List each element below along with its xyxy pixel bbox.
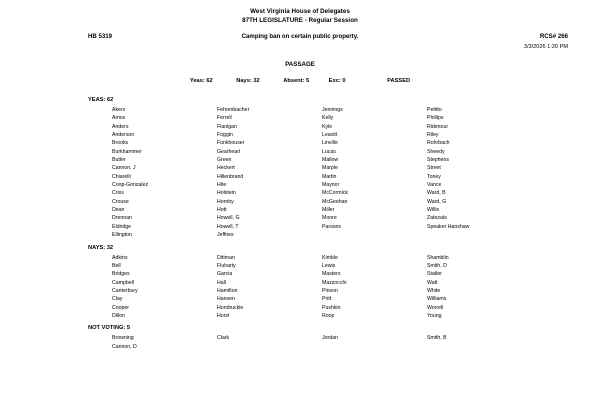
member-name: Masters [322, 271, 341, 278]
member-name: Roop [322, 312, 335, 319]
member-name: Cannon, D [112, 343, 137, 350]
member-name: Anderson [112, 132, 135, 139]
member-name: Fehrenbacher [217, 107, 250, 113]
member-name: Bell [112, 262, 121, 269]
member-name: Ferrell [217, 115, 232, 122]
member-name: Ward, G [427, 198, 447, 205]
vote-column [217, 334, 322, 351]
member-name: Hott [217, 207, 227, 214]
member-name: Kelly [322, 115, 334, 122]
member-name: Criss [112, 190, 124, 197]
member-name: Hite [217, 182, 227, 189]
vote-section-not-voting [88, 325, 600, 351]
document-header [0, 0, 600, 25]
bill-number: HB 5319 [88, 33, 113, 40]
member-name: White [427, 287, 441, 294]
member-name: Zatezalo [427, 215, 447, 222]
member-name: Garcia [217, 271, 233, 278]
member-name: McGeehan [322, 198, 348, 205]
member-name: Flanigan [217, 123, 237, 130]
chamber-title: West Virginia House of Delegates [250, 8, 350, 15]
member-name: Crouse [112, 198, 129, 205]
member-name: Coop-Gonzalez [112, 182, 149, 189]
member-name: Mazzocchi [322, 279, 347, 286]
member-name: Parsons [322, 223, 342, 230]
member-name: Phillips [427, 115, 444, 122]
member-name: Willis [427, 207, 440, 214]
member-name: Lewis [322, 262, 336, 269]
member-name: Pritt [322, 296, 332, 303]
member-name: Pinson [322, 287, 338, 294]
member-name: Clark [217, 335, 230, 342]
member-name: Ridenour [427, 123, 449, 130]
member-name: Pushkin [322, 304, 341, 311]
member-name: Amos [112, 115, 126, 122]
member-name: Clay [112, 296, 123, 303]
vote-sections [0, 97, 600, 351]
member-name: Dittman [217, 254, 235, 261]
member-name: Hamilton [217, 287, 238, 294]
member-name: Ellington [112, 232, 132, 239]
member-name: Smith, B [427, 335, 447, 342]
vote-result: PASSED [387, 78, 411, 84]
member-name: Horst [217, 312, 230, 319]
member-name: Jordan [322, 335, 338, 342]
bill-description: Camping ban on certain public property. [241, 33, 359, 40]
member-name: Adkins [112, 254, 128, 261]
member-name: Hornbuckle [217, 304, 244, 311]
member-name: Rohrbach [427, 140, 450, 147]
member-name: Mallow [322, 157, 339, 164]
roll-call-info [524, 33, 568, 50]
vote-column [427, 334, 547, 351]
vote-column [112, 334, 217, 351]
section-columns [88, 106, 600, 240]
member-name: McCormick [322, 190, 348, 197]
vote-column [112, 106, 217, 240]
member-name: Sheedy [427, 148, 445, 155]
member-name: Kyle [322, 123, 333, 130]
member-name: Burkhammer [112, 148, 142, 155]
member-name: Akers [112, 107, 126, 113]
member-name: Vance [427, 182, 442, 189]
member-name: Ward, B [427, 190, 446, 197]
member-name: Campbell [112, 279, 134, 286]
vote-column [427, 106, 547, 240]
member-name: Foggin [217, 132, 233, 139]
member-name: Riley [427, 132, 439, 139]
member-name: Cooper [112, 304, 130, 311]
vote-tally-row [0, 78, 600, 84]
vote-column [322, 334, 427, 351]
section-heading: NOT VOTING: 5 [88, 325, 131, 332]
member-name: Drennan [112, 215, 132, 222]
member-name: Leavitt [322, 132, 338, 139]
vote-column [217, 254, 322, 321]
tally-nays: Nays: 32 [236, 78, 260, 84]
bill-info-row [0, 33, 600, 55]
vote-section-yeas [88, 97, 600, 240]
member-name: Chiarelli [112, 173, 131, 180]
member-name: Howell, G [217, 215, 240, 222]
vote-column [112, 254, 217, 321]
member-name: Moore [322, 215, 337, 222]
member-name: Fluharty [217, 262, 236, 269]
member-name: Funkhouser [217, 140, 245, 147]
vote-column [217, 106, 322, 240]
vote-timestamp: 3/3/2026 1:20 PM [523, 44, 568, 50]
member-name: Toney [427, 173, 441, 180]
member-name: Statler [427, 271, 442, 278]
member-name: Heckert [217, 165, 235, 172]
member-name: Martin [322, 173, 337, 180]
session-title: 87TH LEGISLATURE - Regular Session [242, 17, 358, 24]
tally-excused: Exc: 0 [328, 78, 346, 84]
member-name: Hansen [217, 296, 235, 303]
member-name: Canterbury [112, 287, 138, 294]
member-name: Jennings [322, 107, 343, 113]
tally-absent: Absent: 5 [283, 78, 310, 84]
vote-action-title: PASSAGE [285, 61, 315, 68]
member-name: Howell, T [217, 223, 239, 230]
member-name: Williams [427, 296, 447, 303]
member-name: Butler [112, 157, 126, 164]
member-name: Dillon [112, 312, 125, 319]
member-name: Anders [112, 123, 129, 130]
member-name: Lucas [322, 148, 336, 155]
member-name: Worrell [427, 304, 444, 311]
member-name: Holstein [217, 190, 236, 197]
vote-column [322, 254, 427, 321]
member-name: Eldridge [112, 223, 132, 230]
member-name: Miller [322, 207, 335, 214]
member-name: Hillenbrand [217, 173, 244, 180]
member-name: Jeffries [217, 232, 234, 239]
member-name: Green [217, 157, 232, 164]
member-name: Watt [427, 279, 438, 286]
member-name: Brooks [112, 140, 129, 147]
member-name: Gearheart [217, 148, 241, 155]
section-columns [88, 334, 600, 351]
member-name: Browning [112, 335, 134, 342]
section-heading: YEAS: 62 [88, 97, 114, 103]
vote-section-nays [88, 245, 600, 321]
member-name: Cannon, J [112, 165, 136, 172]
member-name: Bridges [112, 271, 130, 278]
member-name: Linville [322, 140, 338, 147]
member-name: Young [427, 312, 442, 319]
member-name: Street [427, 165, 441, 172]
vote-column [427, 254, 547, 321]
member-name: Marple [322, 165, 338, 172]
tally-yeas: Yeas: 62 [189, 78, 213, 84]
vote-column [322, 106, 427, 240]
rcs-number: RCS# 266 [539, 33, 568, 40]
member-name: Stephens [427, 157, 449, 164]
section-columns [88, 254, 600, 321]
member-name: Kimble [322, 254, 338, 261]
member-name: Hall [217, 279, 226, 286]
section-heading: NAYS: 32 [88, 244, 114, 251]
member-name: Shamblin [427, 254, 449, 261]
member-name: Dean [112, 207, 125, 214]
member-name: Petitto [427, 107, 442, 113]
member-name: Smith, D [427, 262, 447, 269]
member-name: Maynor [322, 182, 340, 189]
member-name: Hornby [217, 198, 234, 205]
member-name: Speaker Hanshaw [427, 223, 470, 230]
